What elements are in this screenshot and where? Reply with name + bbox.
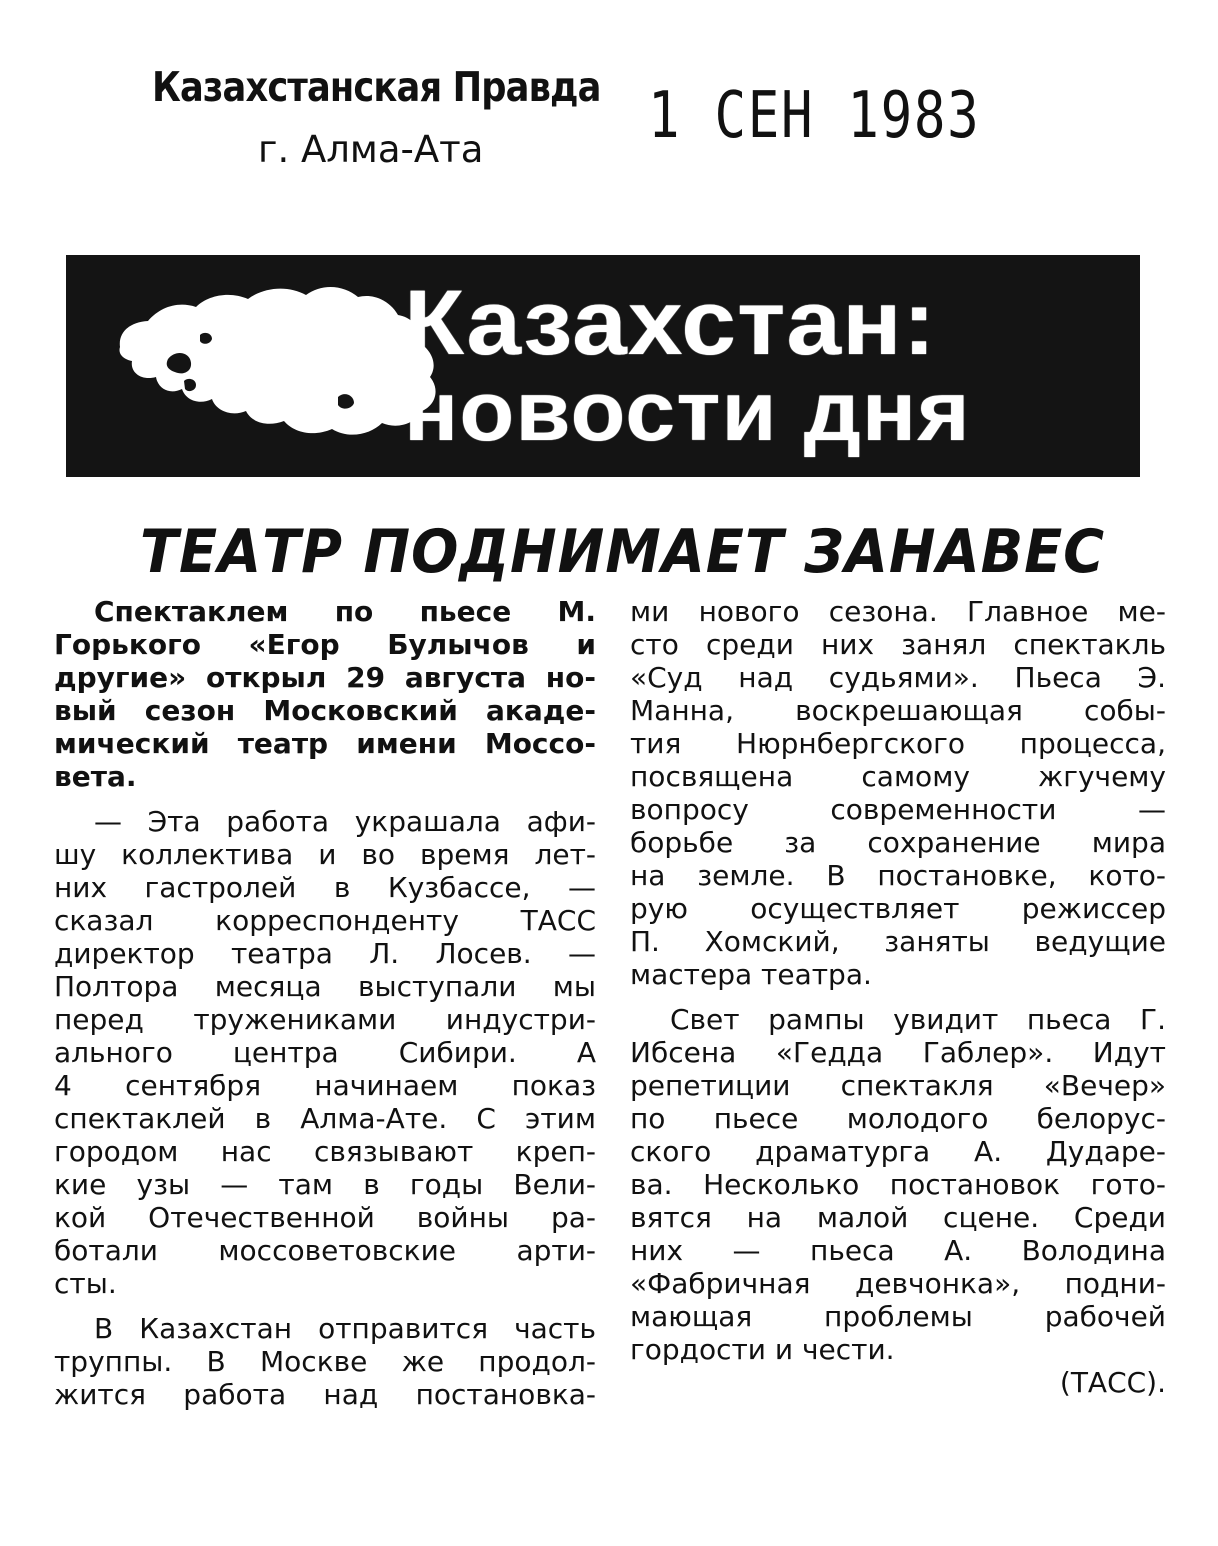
- text-line: труппы. В Москве же продол-: [54, 1345, 596, 1378]
- text-line: на земле. В постановке, кото-: [630, 859, 1166, 892]
- text-line: сты.: [54, 1267, 117, 1300]
- text-line: по пьесе молодого белорус-: [630, 1102, 1166, 1135]
- text-line: городом нас связывают креп-: [54, 1135, 596, 1168]
- text-line: Манна, воскрешающая собы-: [630, 694, 1166, 727]
- text-line: ского драматурга А. Дударе-: [630, 1135, 1166, 1168]
- text-line: рую осуществляет режиссер: [630, 892, 1166, 925]
- text-line: жится работа над постановка-: [54, 1378, 596, 1411]
- text-line: кой Отечественной войны ра-: [54, 1201, 596, 1234]
- text-line: гордости и чести.: [630, 1333, 895, 1366]
- text-line: 4 сентября начинаем показ: [54, 1069, 596, 1102]
- text-line: ботали моссоветовские арти-: [54, 1234, 596, 1267]
- text-line: ва. Несколько постановок гото-: [630, 1168, 1166, 1201]
- stamp-newspaper-name: Казахстанская Правда: [152, 63, 601, 111]
- article-column-left: [54, 595, 596, 1411]
- text-line: ми нового сезона. Главное ме-: [630, 595, 1166, 628]
- text-line: В Казахстан отправится часть: [94, 1312, 596, 1345]
- text-line: вятся на малой сцене. Среди: [630, 1201, 1166, 1234]
- text-line: кие узы — там в годы Вели-: [54, 1168, 596, 1201]
- text-line: сто среди них занял спектакль: [630, 628, 1166, 661]
- banner-title-line1: Казахстан:: [404, 272, 937, 374]
- text-line: директор театра Л. Лосев. —: [54, 937, 596, 970]
- source-credit: (ТАСС).: [1059, 1366, 1166, 1399]
- text-line: Полтора месяца выступали мы: [54, 970, 596, 1003]
- text-line: сказал корреспонденту ТАСС: [54, 904, 596, 937]
- text-line: Ибсена «Гедда Габлер». Идут: [630, 1036, 1166, 1069]
- banner-title-line2: новости дня: [404, 364, 971, 458]
- text-line: спектаклей в Алма-Ате. С этим: [54, 1102, 596, 1135]
- text-line: мающая проблемы рабочей: [630, 1300, 1166, 1333]
- kazakhstan-map-icon: [108, 277, 448, 457]
- news-banner: [66, 255, 1140, 477]
- text-line: борьбе за сохранение мира: [630, 826, 1166, 859]
- text-line: посвящена самому жгучему: [630, 760, 1166, 793]
- text-line: «Фабричная девчонка», подни-: [630, 1267, 1166, 1300]
- text-line: другие» открыл 29 августа но-: [54, 661, 596, 694]
- text-line: ального центра Сибири. А: [54, 1036, 596, 1069]
- text-line: мастера театра.: [630, 958, 872, 991]
- text-line: Спектаклем по пьесе М.: [94, 595, 596, 628]
- text-line: них гастролей в Кузбассе, —: [54, 871, 596, 904]
- stamp-date: 1 СЕН 1983: [648, 79, 981, 153]
- text-line: Свет рампы увидит пьеса Г.: [670, 1003, 1166, 1036]
- text-line: П. Хомский, заняты ведущие: [630, 925, 1166, 958]
- text-line: вый сезон Московский акаде-: [54, 694, 596, 727]
- text-line: репетиции спектакля «Вечер»: [630, 1069, 1166, 1102]
- article-column-right: [630, 595, 1166, 1399]
- text-line: вета.: [54, 760, 137, 793]
- text-line: вопросу современности —: [630, 793, 1166, 826]
- text-line: Горького «Егор Булычов и: [54, 628, 596, 661]
- text-line: шу коллектива и во время лет-: [54, 838, 596, 871]
- text-line: — Эта работа украшала афи-: [94, 805, 596, 838]
- text-line: тия Нюрнбергского процесса,: [630, 727, 1166, 760]
- text-line: «Суд над судьями». Пьеса Э.: [630, 661, 1166, 694]
- text-line: перед тружениками индустри-: [54, 1003, 596, 1036]
- text-line: мический театр имени Моссо-: [54, 727, 596, 760]
- stamp-city: г. Алма-Ата: [258, 128, 484, 171]
- article-headline: ТЕАТР ПОДНИМАЕТ ЗАНАВЕС: [140, 517, 1106, 587]
- text-line: них — пьеса А. Володина: [630, 1234, 1166, 1267]
